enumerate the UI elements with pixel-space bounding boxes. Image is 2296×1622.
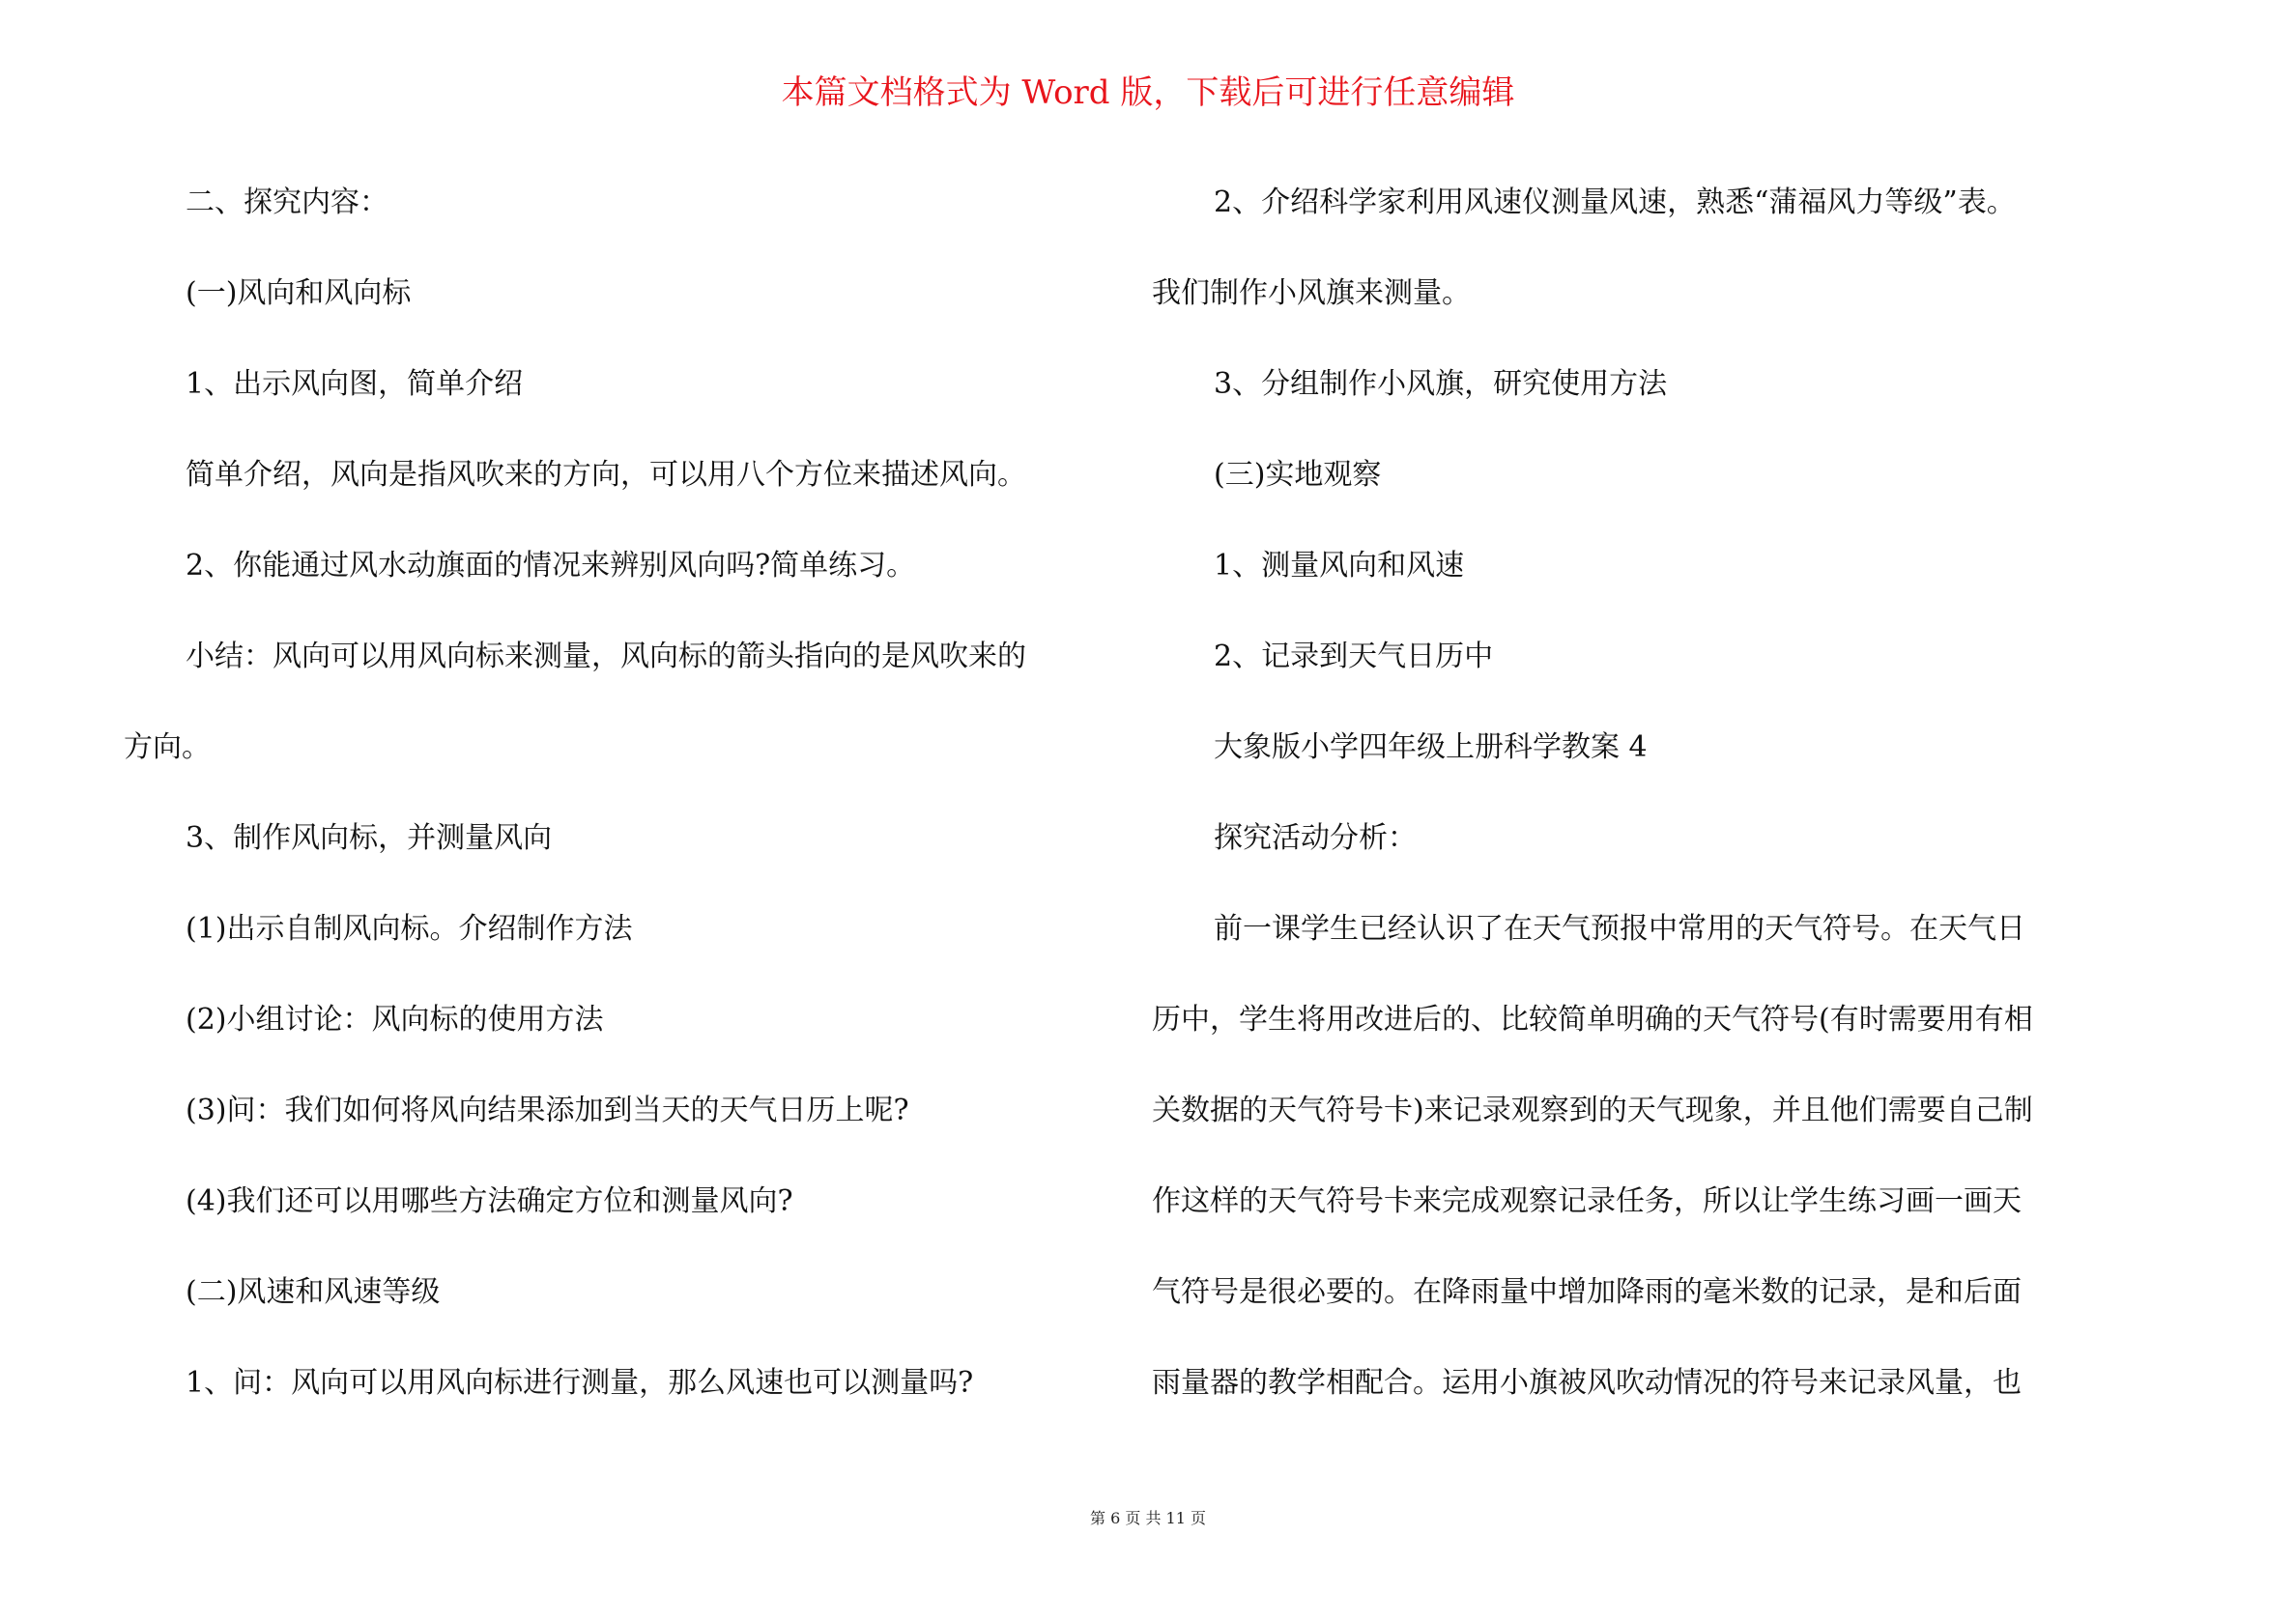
paragraph-line: 2、记录到天气日历中 [1214,640,1494,673]
page-number: 第 6 页 共 11 页 [1090,1509,1206,1527]
paragraph-line: 简单介绍，风向是指风吹来的方向，可以用八个方位来描述风向。 [186,458,1026,492]
paragraph-line: (2)小组讨论：风向标的使用方法 [186,1003,604,1037]
paragraph-line: 关数据的天气符号卡)来记录观察到的天气现象，并且他们需要自己制 [1152,1094,2033,1127]
paragraph-line: 气符号是很必要的。在降雨量中增加降雨的毫米数的记录，是和后面 [1152,1275,2022,1309]
paragraph-line: (二)风速和风速等级 [186,1275,441,1309]
paragraph-line: 大象版小学四年级上册科学教案 4 [1214,730,1648,764]
paragraph-line: 历中，学生将用改进后的、比较简单明确的天气符号(有时需要用有相 [1152,1003,2033,1037]
paragraph-line: (一)风向和风向标 [186,276,412,310]
paragraph-line: (三)实地观察 [1214,458,1382,492]
paragraph-line: 我们制作小风旗来测量。 [1152,276,1471,310]
paragraph-line: 1、测量风向和风速 [1214,549,1465,583]
paragraph-line: 方向。 [124,730,211,764]
paragraph-line: 雨量器的教学相配合。运用小旗被风吹动情况的符号来记录风量，也 [1152,1366,2022,1400]
paragraph-line: 2、介绍科学家利用风速仪测量风速，熟悉“蒲福风力等级”表。 [1214,185,2016,219]
paragraph-line: 1、出示风向图，简单介绍 [186,367,524,401]
paragraph-line: 探究活动分析： [1214,821,1417,855]
paragraph-line: (3)问：我们如何将风向结果添加到当天的天气日历上呢? [186,1094,909,1127]
paragraph-line: 2、你能通过风水动旗面的情况来辨别风向吗?简单练习。 [186,549,916,583]
paragraph-line: 二、探究内容： [186,185,388,219]
paragraph-line: 前一课学生已经认识了在天气预报中常用的天气符号。在天气日 [1214,912,2025,946]
paragraph-line: 作这样的天气符号卡来完成观察记录任务，所以让学生练习画一画天 [1152,1184,2022,1218]
paragraph-line: (4)我们还可以用哪些方法确定方位和测量风向? [186,1184,793,1218]
paragraph-line: 3、分组制作小风旗，研究使用方法 [1214,367,1668,401]
paragraph-line: (1)出示自制风向标。介绍制作方法 [186,912,633,946]
paragraph-line: 小结：风向可以用风向标来测量，风向标的箭头指向的是风吹来的 [186,640,1026,673]
paragraph-line: 1、问：风向可以用风向标进行测量，那么风速也可以测量吗? [186,1366,974,1400]
word-format-notice: 本篇文档格式为 Word 版，下载后可进行任意编辑 [781,73,1515,112]
paragraph-line: 3、制作风向标，并测量风向 [186,821,553,855]
